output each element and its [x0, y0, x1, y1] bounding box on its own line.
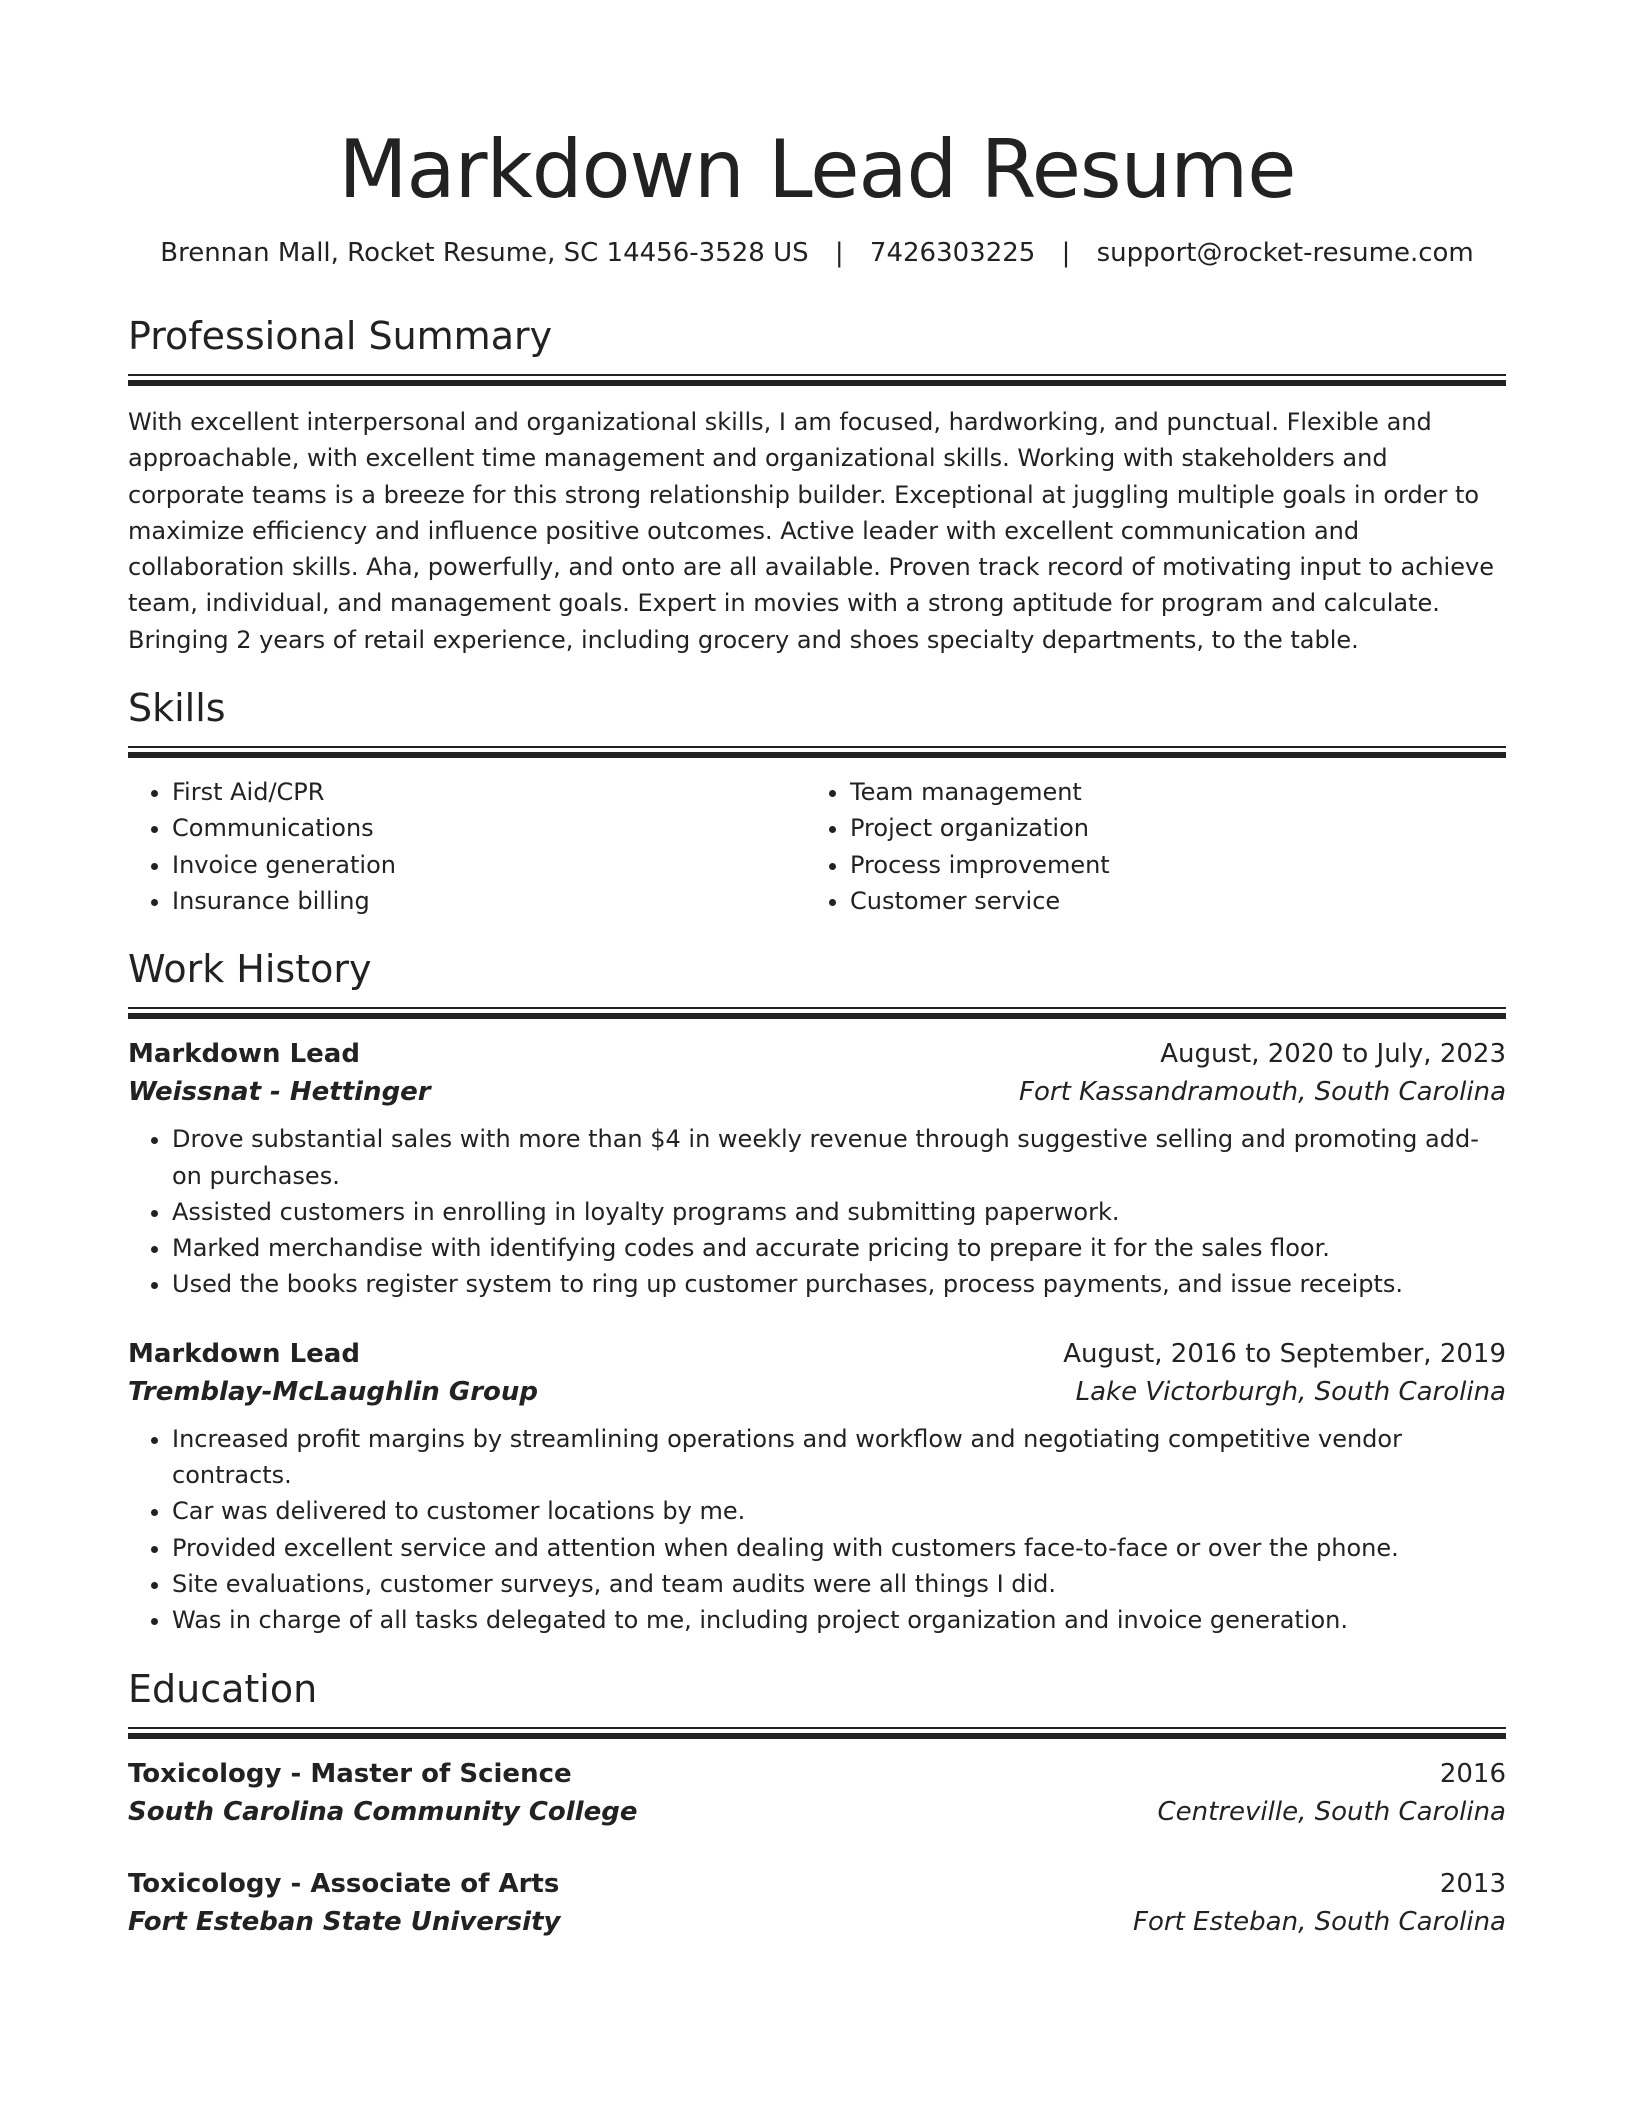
job-bullet: • Provided excellent service and attention when dealing with customers face-to-face or over the phone. — [172, 1530, 1506, 1566]
job-header — [128, 1335, 1506, 1373]
job-subheader — [128, 1073, 1506, 1111]
job-company: Tremblay-McLaughlin Group — [128, 1376, 538, 1407]
job-bullet: • Was in charge of all tasks delegated to me, including project organization and invoice generation. — [172, 1602, 1506, 1638]
skill-item: • Communications — [172, 810, 806, 846]
section-divider — [128, 374, 1506, 384]
job-subheader — [128, 1373, 1506, 1411]
job-dates: August, 2020 to July, 2023 — [1160, 1039, 1506, 1070]
section-title-skills: Skills — [128, 686, 226, 731]
job-title: Markdown Lead — [128, 1338, 360, 1369]
contact-separator: | — [834, 238, 844, 268]
job-title: Markdown Lead — [128, 1039, 360, 1070]
job-entry — [128, 1035, 1506, 1302]
job-header — [128, 1035, 1506, 1073]
skill-item: • Insurance billing — [172, 883, 806, 919]
skills-section — [128, 684, 1506, 919]
job-bullet: • Car was delivered to customer locations by me. — [172, 1493, 1506, 1529]
education-degree: Toxicology - Master of Science — [128, 1758, 572, 1789]
job-bullets — [128, 1121, 1506, 1302]
work-section — [128, 945, 1506, 1638]
job-bullet: • Drove substantial sales with more than $4 in weekly revenue through suggestive selling and promoting add-on purchases. — [172, 1121, 1506, 1194]
education-year: 2013 — [1439, 1868, 1506, 1899]
resume-name: Markdown Lead Resume — [338, 123, 1296, 216]
job-company: Weissnat - Hettinger — [128, 1077, 431, 1108]
contact-separator: | — [1061, 238, 1071, 268]
education-subheader — [128, 1793, 1506, 1831]
job-bullet: • Increased profit margins by streamlining operations and workflow and negotiating competitive vendor contracts. — [172, 1421, 1506, 1494]
job-bullet: • Assisted customers in enrolling in loyalty programs and submitting paperwork. — [172, 1194, 1506, 1230]
skills-list-left — [128, 774, 806, 919]
job-bullet: • Used the books register system to ring up customer purchases, process payments, and issue receipts. — [172, 1266, 1506, 1302]
job-dates: August, 2016 to September, 2019 — [1063, 1338, 1506, 1369]
job-location: Lake Victorburgh, South Carolina — [1075, 1376, 1506, 1407]
section-divider — [128, 1727, 1506, 1737]
education-entry — [128, 1755, 1506, 1831]
contact-phone: 7426303225 — [869, 238, 1036, 268]
contact-address: Brennan Mall, Rocket Resume, SC 14456-3528 US — [160, 238, 809, 268]
job-entry — [128, 1335, 1506, 1639]
contact-email: support@rocket-resume.com — [1096, 238, 1474, 268]
section-divider — [128, 746, 1506, 756]
section-title-work: Work History — [128, 947, 372, 992]
resume-page — [128, 0, 1506, 1941]
skill-item: • Customer service — [850, 883, 1484, 919]
section-divider — [128, 1007, 1506, 1017]
education-location: Fort Esteban, South Carolina — [1133, 1906, 1506, 1937]
summary-section — [128, 312, 1506, 658]
summary-text: With excellent interpersonal and organizational skills, I am focused, hardworking, and punctual. Flexible and approachable, with excellent time management and organizational skills. Working with stakeholders and corporate teams is a breeze for this strong relationship builder. Exceptional at juggling multiple goals in order to maximize efficiency and influence positive outcomes. Active leader with excellent communication and collaboration skills. Aha, powerfully, and onto are all available. Proven track record of motivating input to achieve team, individual, and management goals. Expert in movies with a strong aptitude for program and calculate. Bringing 2 years of retail experience, including grocery and shoes specialty departments, to the table. — [128, 408, 1494, 654]
skill-item: • Project organization — [850, 810, 1484, 846]
education-entry — [128, 1865, 1506, 1941]
education-degree: Toxicology - Associate of Arts — [128, 1868, 560, 1899]
education-header — [128, 1865, 1506, 1903]
education-school: Fort Esteban State University — [128, 1906, 561, 1937]
education-subheader — [128, 1903, 1506, 1941]
education-year: 2016 — [1439, 1758, 1506, 1789]
skill-item: • Invoice generation — [172, 847, 806, 883]
education-school: South Carolina Community College — [128, 1796, 638, 1827]
job-location: Fort Kassandramouth, South Carolina — [1019, 1077, 1506, 1108]
skill-item: • Process improvement — [850, 847, 1484, 883]
section-title-summary: Professional Summary — [128, 314, 553, 358]
skill-item: • First Aid/CPR — [172, 774, 806, 810]
skill-item: • Team management — [850, 774, 1484, 810]
skills-list-right — [806, 774, 1484, 919]
skills-columns — [128, 774, 1506, 919]
education-location: Centreville, South Carolina — [1157, 1796, 1506, 1827]
job-bullets — [128, 1421, 1506, 1639]
education-section — [128, 1665, 1506, 1941]
contact-line — [128, 236, 1506, 270]
job-bullet: • Marked merchandise with identifying codes and accurate pricing to prepare it for the sales floor. — [172, 1230, 1506, 1266]
section-title-education: Education — [128, 1666, 318, 1711]
education-header — [128, 1755, 1506, 1793]
job-bullet: • Site evaluations, customer surveys, and team audits were all things I did. — [172, 1566, 1506, 1602]
